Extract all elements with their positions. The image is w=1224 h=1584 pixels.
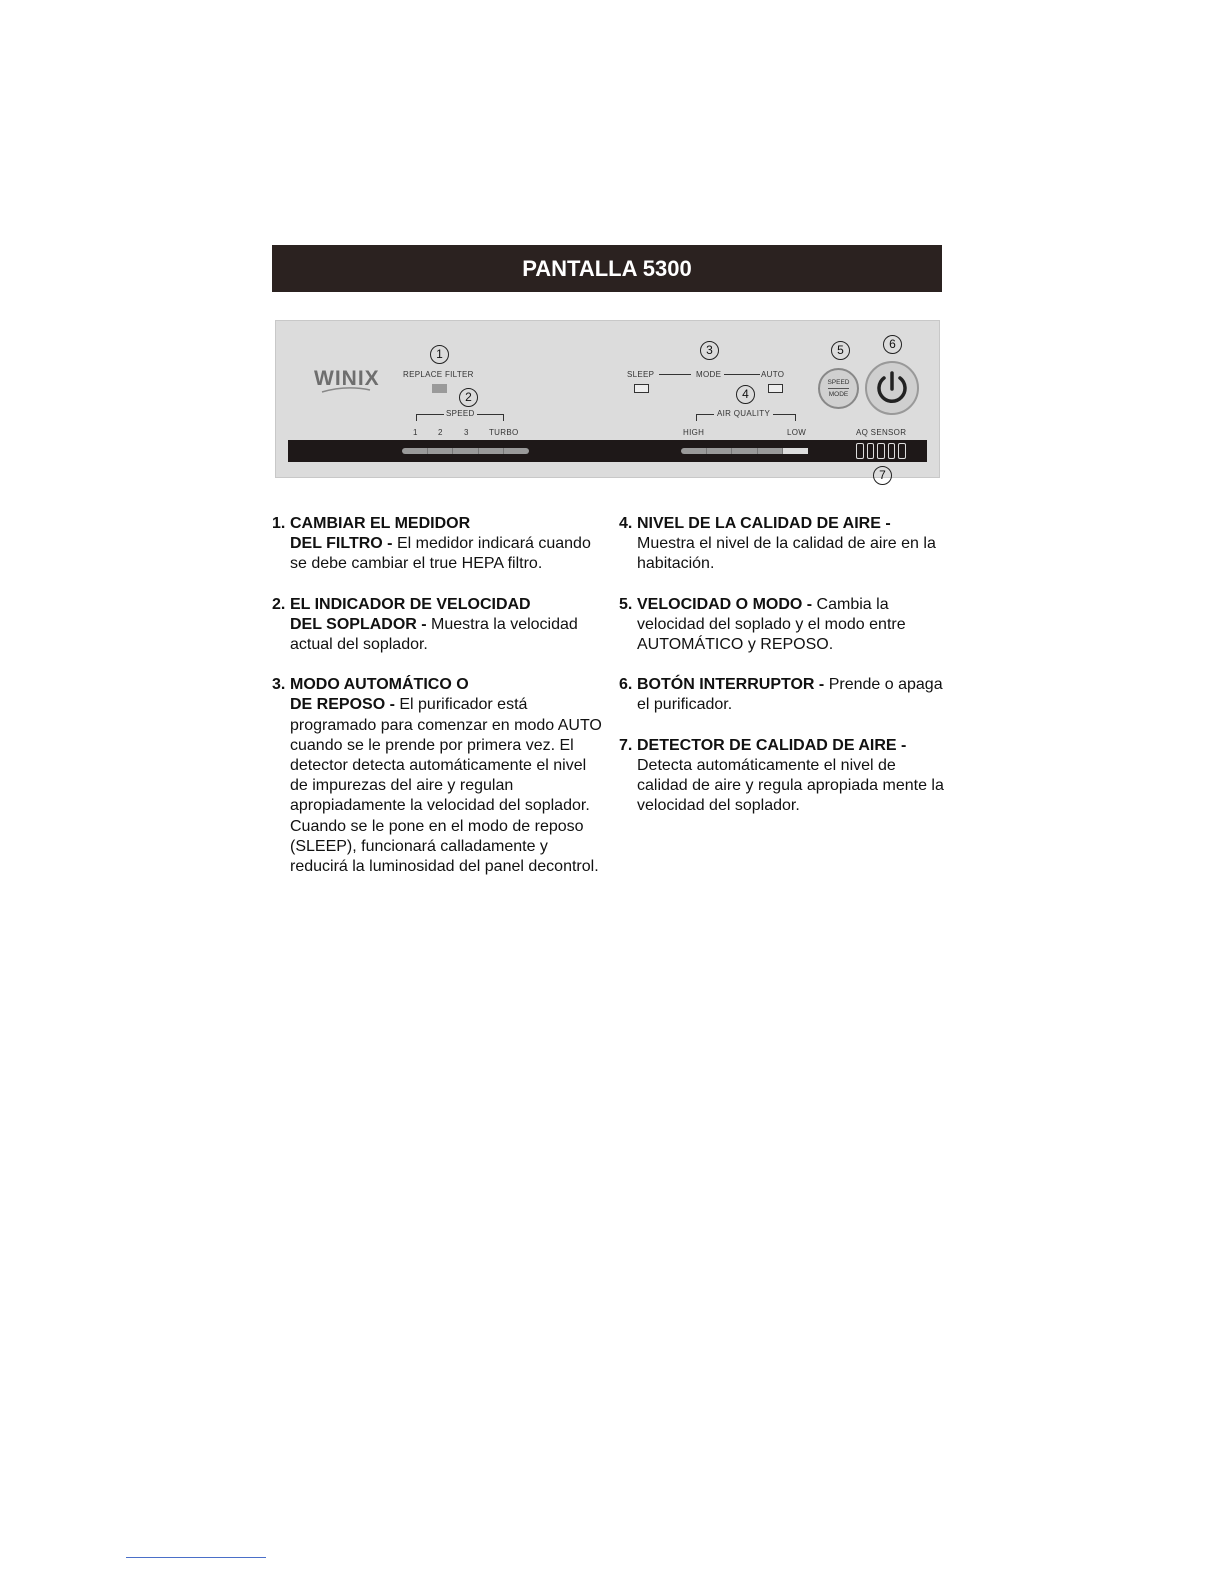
list-item: 4. NIVEL DE LA CALIDAD DE AIRE - Muestra el nivel de la calidad de aire en la habitación. xyxy=(619,515,936,573)
aq-sensor-label: AQ SENSOR xyxy=(856,428,907,437)
callout-6: 6 xyxy=(883,335,902,354)
speed-level-1: 1 xyxy=(413,428,418,437)
speed-level-bar xyxy=(402,448,529,454)
list-item: 2. EL INDICADOR DE VELOCIDAD DEL SOPLADOR - Muestra la velocidad actual del soplador. xyxy=(272,595,578,654)
callout-1: 1 xyxy=(430,345,449,364)
description-column-right xyxy=(619,514,949,836)
footer-line xyxy=(126,1557,266,1558)
mode-label: MODE xyxy=(696,370,722,379)
aq-sensor-grille xyxy=(856,443,906,459)
auto-indicator xyxy=(768,384,783,393)
air-quality-high: HIGH xyxy=(683,428,705,437)
power-icon xyxy=(867,363,917,413)
page-title-banner xyxy=(272,245,942,292)
speed-level-2: 2 xyxy=(438,428,443,437)
list-item: 3. MODO AUTOMÁTICO O DE REPOSO - El purificador está programado para comenzar en modo AUTO cuando se le prende por primera vez. El detector detecta automáticamente el nivel de impurezas del aire y regulan apropiadamente la velocidad del soplador. Cuando se le pone en el modo de reposo (SLEEP), funcionará calladamente y reducirá la luminosidad del panel decontrol. xyxy=(272,676,602,876)
list-item: 1. CAMBIAR EL MEDIDOR DEL FILTRO - El medidor indicará cuando se debe cambiar el true HEPA filtro. xyxy=(272,515,591,573)
speed-button-label: SPEED xyxy=(827,379,850,386)
indicator-strip xyxy=(288,440,927,462)
speed-label: SPEED xyxy=(446,409,475,418)
replace-filter-label: REPLACE FILTER xyxy=(403,370,474,379)
page-title: PANTALLA 5300 xyxy=(522,255,692,281)
speed-level-turbo: TURBO xyxy=(489,428,519,437)
callout-5: 5 xyxy=(831,341,850,360)
speed-level-3: 3 xyxy=(464,428,469,437)
speed-mode-button[interactable] xyxy=(818,368,859,409)
power-button[interactable] xyxy=(865,361,919,415)
auto-label: AUTO xyxy=(761,370,785,379)
list-item: 6. BOTÓN INTERRUPTOR - Prende o apaga el purificador. xyxy=(619,676,943,714)
callout-7: 7 xyxy=(873,466,892,485)
description-column-left xyxy=(272,514,602,897)
callout-2: 2 xyxy=(459,388,478,407)
control-panel-diagram xyxy=(275,320,940,482)
list-item: 7. DETECTOR DE CALIDAD DE AIRE - Detecta automáticamente el nivel de calidad de aire y regula apropiada mente la velocidad del soplador. xyxy=(619,736,944,815)
sleep-indicator xyxy=(634,384,649,393)
winix-logo: WINIX xyxy=(314,367,380,390)
logo-swoosh-icon xyxy=(320,387,372,393)
air-quality-low: LOW xyxy=(787,428,807,437)
mode-button-label: MODE xyxy=(828,391,849,398)
sleep-label: SLEEP xyxy=(627,370,655,379)
list-item: 5. VELOCIDAD O MODO - Cambia la velocidad del soplado y el modo entre AUTOMÁTICO y REPOSO. xyxy=(619,595,906,654)
mode-line-right xyxy=(724,374,760,375)
callout-4: 4 xyxy=(736,385,755,404)
air-quality-label: AIR QUALITY xyxy=(714,409,773,418)
mode-line-left xyxy=(659,374,691,375)
replace-filter-indicator xyxy=(432,384,447,393)
callout-3: 3 xyxy=(700,341,719,360)
air-quality-bar xyxy=(681,448,808,454)
